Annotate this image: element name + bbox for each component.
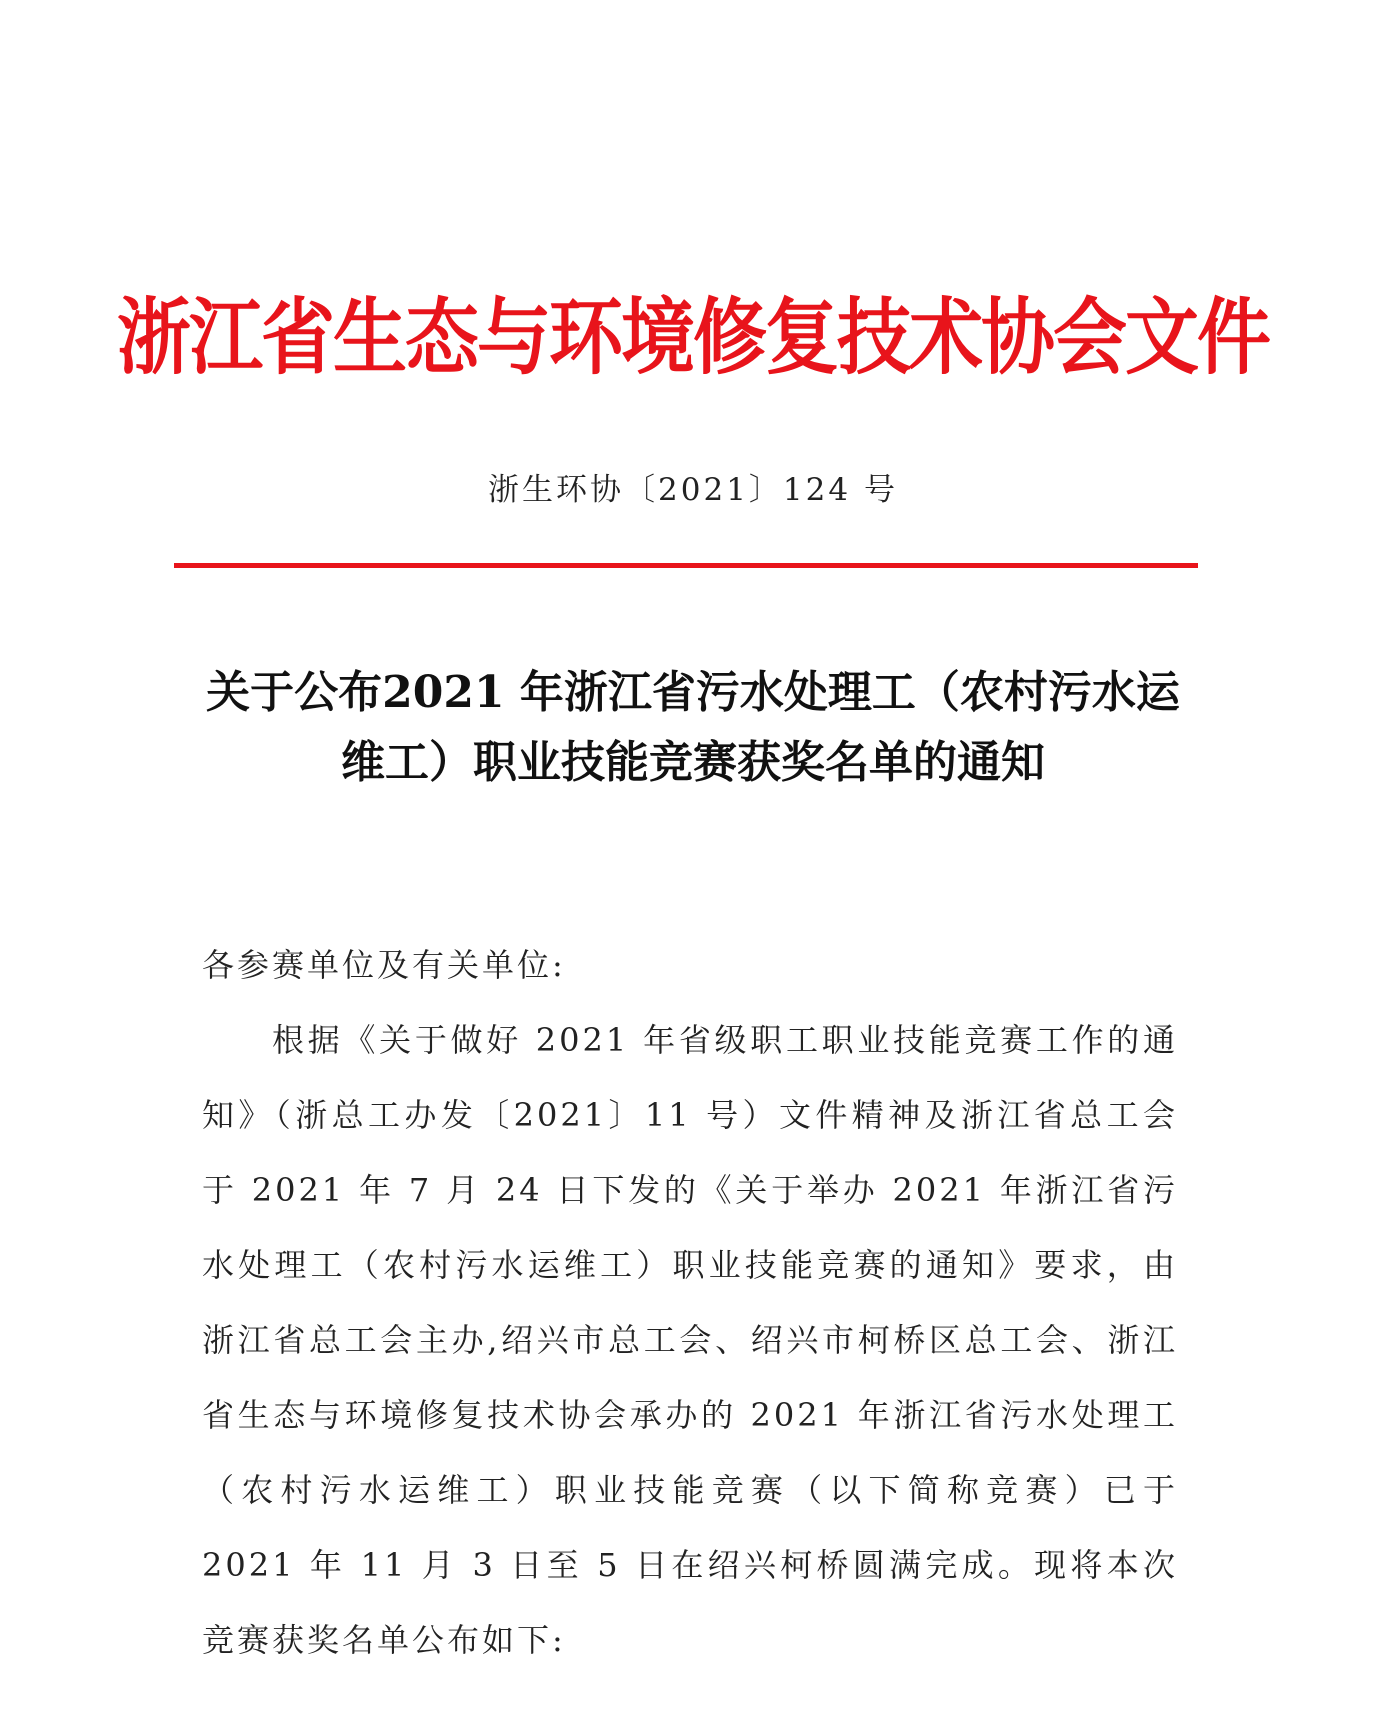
document-number: 浙生环协〔2021〕124 号 — [488, 472, 898, 508]
notice-title-line-2: 维工）职业技能竞赛获奖名单的通知 — [341, 737, 1045, 788]
notice-title-line-1: 关于公布2021 年浙江省污水处理工（农村污水运 — [206, 667, 1180, 718]
notice-title — [150, 658, 1236, 798]
notice-body — [202, 928, 1178, 1678]
masthead-title: 浙江省生态与环境修复技术协会文件 — [117, 289, 1269, 387]
red-divider-rule — [174, 563, 1198, 568]
body-paragraph: 根据《关于做好 2021 年省级职工职业技能竞赛工作的通知》（浙总工办发〔2021〕11 号）文件精神及浙江省总工会于 2021 年 7 月 24 日下发的《关于举办 2021 年浙江省污水处理工（农村污水运维工）职业技能竞赛的通知》要求，由浙江省总工会主办,绍兴市总工会、绍兴市柯桥区总工会、浙江省生态与环境修复技术协会承办的 2021 年浙江省污水处理工（农村污水运维工）职业技能竞赛（以下简称竞赛）已于 2021 年 11 月 3 日至 5 日在绍兴柯桥圆满完成。现将本次竞赛获奖名单公布如下: — [202, 1021, 1178, 1659]
salutation: 各参赛单位及有关单位: — [202, 946, 566, 984]
